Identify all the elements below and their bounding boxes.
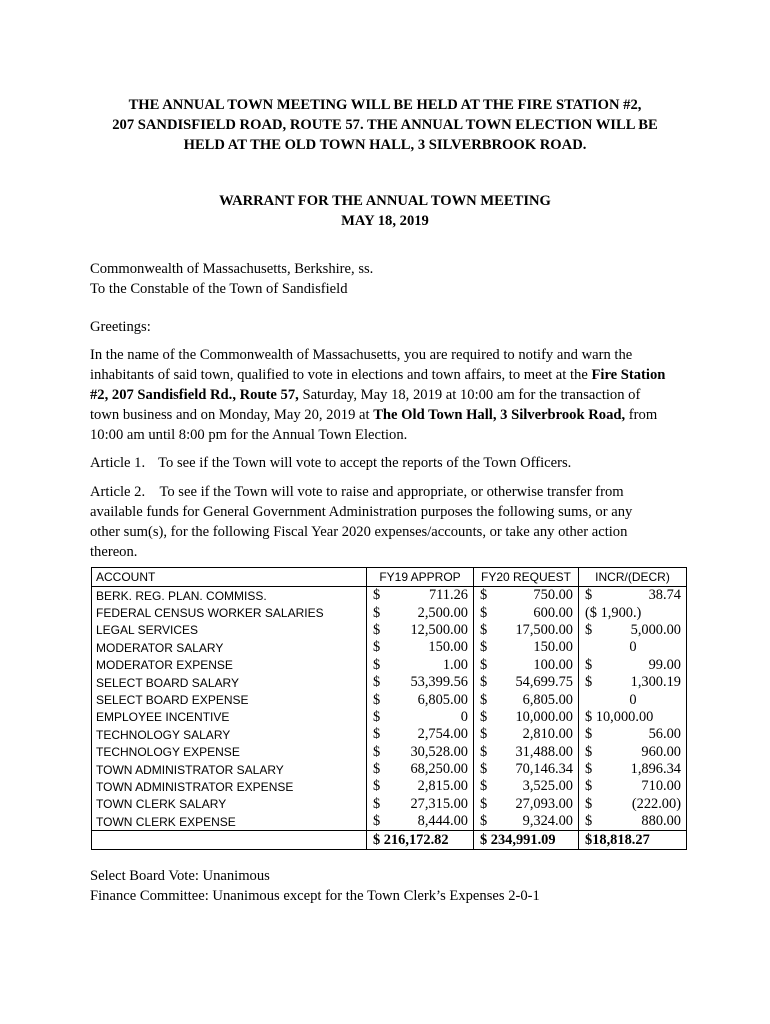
- currency-symbol: $: [585, 621, 593, 638]
- account-name: MODERATOR EXPENSE: [92, 657, 367, 674]
- fy20-value: [474, 691, 579, 708]
- account-name: FEDERAL CENSUS WORKER SALARIES: [92, 604, 367, 621]
- total-incr: $18,818.27: [579, 831, 687, 849]
- currency-symbol: $: [373, 795, 381, 812]
- fy19-value: [367, 761, 474, 778]
- amount: 880.00: [641, 813, 681, 830]
- amount: 600.00: [533, 604, 573, 621]
- fy20-value: [474, 622, 579, 639]
- account-name: TOWN CLERK SALARY: [92, 796, 367, 813]
- table-row: [92, 796, 687, 813]
- fy19-value: [367, 639, 474, 656]
- currency-symbol: $: [585, 761, 593, 778]
- table-row: [92, 778, 687, 795]
- amount: 27,315.00: [410, 795, 468, 812]
- amount: 56.00: [648, 726, 681, 743]
- article-2: [90, 482, 662, 562]
- intro-paragraph: [90, 345, 670, 445]
- amount: $ 10,000.00: [585, 708, 654, 725]
- incr-value: [579, 813, 687, 831]
- account-name: TOWN CLERK EXPENSE: [92, 813, 367, 831]
- table-row: [92, 587, 687, 605]
- currency-symbol: $: [480, 604, 488, 621]
- currency-symbol: $: [585, 587, 593, 604]
- currency-symbol: $: [585, 726, 593, 743]
- fy20-value: [474, 761, 579, 778]
- amount: 1,300.19: [630, 674, 681, 691]
- fy20-value: [474, 587, 579, 605]
- table-row: [92, 691, 687, 708]
- notice-line-2: 207 SANDISFIELD ROAD, ROUTE 57. THE ANNUAL TOWN ELECTION WILL BE: [112, 117, 658, 133]
- budget-table: [91, 567, 687, 850]
- intro-location-1: Fire Station #2, 207 Sandisfield Rd., Route 57,: [90, 367, 666, 403]
- fy20-value: [474, 813, 579, 831]
- amount: (222.00): [631, 795, 681, 812]
- amount: 711.26: [428, 587, 468, 604]
- notice-line-3: HELD AT THE OLD TOWN HALL, 3 SILVERBROOK ROAD.: [183, 137, 587, 153]
- amount: 2,815.00: [417, 778, 468, 795]
- table-row: [92, 622, 687, 639]
- total-fy20: $ 234,991.09: [474, 831, 579, 849]
- currency-symbol: $: [373, 674, 381, 691]
- amount: ($ 1,900.): [585, 604, 642, 621]
- fy19-value: [367, 796, 474, 813]
- fy19-value: [367, 691, 474, 708]
- amount: 0: [629, 639, 637, 656]
- fy20-value: [474, 657, 579, 674]
- warrant-date: MAY 18, 2019: [341, 213, 429, 229]
- table-header-row: [92, 568, 687, 587]
- article-1: [90, 453, 690, 473]
- amount: 960.00: [641, 743, 681, 760]
- select-board-vote: Select Board Vote: Unanimous: [90, 868, 270, 884]
- incr-value: [579, 639, 687, 656]
- currency-symbol: $: [480, 778, 488, 795]
- finance-committee-vote: Finance Committee: Unanimous except for the Town Clerk’s Expenses 2-0-1: [90, 888, 540, 904]
- incr-value: [579, 622, 687, 639]
- account-name: MODERATOR SALARY: [92, 639, 367, 656]
- currency-symbol: $: [585, 743, 593, 760]
- warrant-heading: [60, 191, 710, 231]
- account-name: LEGAL SERVICES: [92, 622, 367, 639]
- account-name: TOWN ADMINISTRATOR SALARY: [92, 761, 367, 778]
- currency-symbol: $: [373, 708, 381, 725]
- currency-symbol: $: [480, 761, 488, 778]
- amount: 750.00: [533, 587, 573, 604]
- address-block: [90, 259, 690, 299]
- address-line-1: Commonwealth of Massachusetts, Berkshire, ss.: [90, 261, 374, 277]
- currency-symbol: $: [585, 795, 593, 812]
- article-1-label: Article 1.: [90, 455, 146, 471]
- fy20-value: [474, 726, 579, 743]
- incr-value: [579, 691, 687, 708]
- amount: 8,444.00: [417, 813, 468, 830]
- address-line-2: To the Constable of the Town of Sandisfield: [90, 281, 348, 297]
- incr-value: [579, 726, 687, 743]
- currency-symbol: $: [585, 656, 593, 673]
- amount: 2,810.00: [522, 726, 573, 743]
- currency-symbol: $: [373, 761, 381, 778]
- incr-value: [579, 761, 687, 778]
- currency-symbol: $: [480, 656, 488, 673]
- amount: 100.00: [533, 656, 573, 673]
- article-2-text: To see if the Town will vote to raise and appropriate, or otherwise transfer from available funds for General Government Administration purposes the following sums, or any other sum(s), for the following Fiscal Year 2020 expenses/accounts, or take any other action thereon.: [90, 484, 633, 560]
- fy20-value: [474, 778, 579, 795]
- currency-symbol: $: [373, 639, 381, 656]
- incr-value: [579, 587, 687, 605]
- table-total-row: [92, 831, 687, 849]
- intro-text-1: In the name of the Commonwealth of Massachusetts, you are required to notify and warn the inhabitants of said town, qualified to vote in elections and town affairs, to meet at the: [90, 347, 633, 383]
- amount: 0: [629, 691, 637, 708]
- currency-symbol: $: [480, 674, 488, 691]
- currency-symbol: $: [480, 726, 488, 743]
- table-row: [92, 726, 687, 743]
- incr-value: [579, 604, 687, 621]
- amount: 9,324.00: [522, 813, 573, 830]
- incr-value: [579, 709, 687, 726]
- fy19-value: [367, 709, 474, 726]
- currency-symbol: $: [373, 604, 381, 621]
- fy19-value: [367, 813, 474, 831]
- account-name: EMPLOYEE INCENTIVE: [92, 709, 367, 726]
- intro-text-3: from 10:00 am until 8:00 pm for the Annual Town Election.: [90, 407, 658, 443]
- amount: 710.00: [641, 778, 681, 795]
- fy20-value: [474, 709, 579, 726]
- currency-symbol: $: [480, 691, 488, 708]
- total-label-cell: [92, 831, 367, 849]
- amount: 53,399.56: [410, 674, 468, 691]
- intro-text-2: Saturday, May 18, 2019 at 10:00 am for the transaction of town business and on Monday, May 20, 2019 at: [90, 387, 641, 423]
- currency-symbol: $: [373, 778, 381, 795]
- amount: 5,000.00: [630, 621, 681, 638]
- incr-value: [579, 778, 687, 795]
- table-row: [92, 639, 687, 656]
- currency-symbol: $: [480, 708, 488, 725]
- amount: 17,500.00: [515, 621, 573, 638]
- currency-symbol: $: [480, 743, 488, 760]
- currency-symbol: $: [373, 691, 381, 708]
- amount: 6,805.00: [417, 691, 468, 708]
- amount: 12,500.00: [410, 621, 468, 638]
- amount: 10,000.00: [515, 708, 573, 725]
- account-name: TECHNOLOGY EXPENSE: [92, 744, 367, 761]
- amount: 99.00: [648, 656, 681, 673]
- total-fy19: $ 216,172.82: [367, 831, 474, 849]
- fy19-value: [367, 622, 474, 639]
- notice-line-1: THE ANNUAL TOWN MEETING WILL BE HELD AT THE FIRE STATION #2,: [128, 97, 642, 113]
- account-name: BERK. REG. PLAN. COMMISS.: [92, 587, 367, 605]
- fy20-value: [474, 796, 579, 813]
- currency-symbol: $: [373, 743, 381, 760]
- intro-location-2: The Old Town Hall, 3 Silverbrook Road,: [373, 407, 626, 423]
- amount: 0: [460, 708, 468, 725]
- amount: 1,896.34: [630, 761, 681, 778]
- currency-symbol: $: [373, 813, 381, 830]
- fy20-value: [474, 674, 579, 691]
- incr-value: [579, 796, 687, 813]
- article-2-label: Article 2.: [90, 484, 146, 500]
- table-row: [92, 657, 687, 674]
- currency-symbol: $: [480, 587, 488, 604]
- fy19-value: [367, 587, 474, 605]
- amount: 2,754.00: [417, 726, 468, 743]
- incr-value: [579, 744, 687, 761]
- table-row: [92, 761, 687, 778]
- currency-symbol: $: [480, 795, 488, 812]
- account-name: SELECT BOARD SALARY: [92, 674, 367, 691]
- amount: 54,699.75: [515, 674, 573, 691]
- fy19-value: [367, 657, 474, 674]
- table-row: [92, 674, 687, 691]
- header-fy19: FY19 APPROP: [367, 568, 474, 587]
- fy19-value: [367, 726, 474, 743]
- amount: 150.00: [428, 639, 468, 656]
- fy19-value: [367, 744, 474, 761]
- amount: 1.00: [442, 656, 468, 673]
- votes-block: [90, 866, 690, 906]
- amount: 150.00: [533, 639, 573, 656]
- currency-symbol: $: [373, 656, 381, 673]
- currency-symbol: $: [373, 587, 381, 604]
- amount: 6,805.00: [522, 691, 573, 708]
- header-incr: INCR/(DECR): [579, 568, 687, 587]
- currency-symbol: $: [585, 778, 593, 795]
- fy20-value: [474, 604, 579, 621]
- currency-symbol: $: [480, 813, 488, 830]
- fy19-value: [367, 778, 474, 795]
- table-row: [92, 744, 687, 761]
- account-name: TOWN ADMINISTRATOR EXPENSE: [92, 778, 367, 795]
- currency-symbol: $: [373, 621, 381, 638]
- amount: 3,525.00: [522, 778, 573, 795]
- amount: 38.74: [648, 587, 681, 604]
- amount: 30,528.00: [410, 743, 468, 760]
- fy20-value: [474, 744, 579, 761]
- fy20-value: [474, 639, 579, 656]
- fy19-value: [367, 604, 474, 621]
- currency-symbol: $: [585, 674, 593, 691]
- header-fy20: FY20 REQUEST: [474, 568, 579, 587]
- table-row: [92, 813, 687, 831]
- warrant-title: WARRANT FOR THE ANNUAL TOWN MEETING: [219, 193, 551, 209]
- article-1-text: To see if the Town will vote to accept the reports of the Town Officers.: [158, 455, 572, 471]
- currency-symbol: $: [480, 621, 488, 638]
- account-name: SELECT BOARD EXPENSE: [92, 691, 367, 708]
- currency-symbol: $: [480, 639, 488, 656]
- meeting-location-notice: [60, 95, 710, 155]
- fy19-value: [367, 674, 474, 691]
- incr-value: [579, 674, 687, 691]
- amount: 31,488.00: [515, 743, 573, 760]
- header-account: ACCOUNT: [92, 568, 367, 587]
- amount: 27,093.00: [515, 795, 573, 812]
- amount: 2,500.00: [417, 604, 468, 621]
- amount: 68,250.00: [410, 761, 468, 778]
- account-name: TECHNOLOGY SALARY: [92, 726, 367, 743]
- amount: 70,146.34: [515, 761, 573, 778]
- table-row: [92, 604, 687, 621]
- currency-symbol: $: [585, 813, 593, 830]
- incr-value: [579, 657, 687, 674]
- table-row: [92, 709, 687, 726]
- greeting: Greetings:: [90, 319, 151, 335]
- currency-symbol: $: [373, 726, 381, 743]
